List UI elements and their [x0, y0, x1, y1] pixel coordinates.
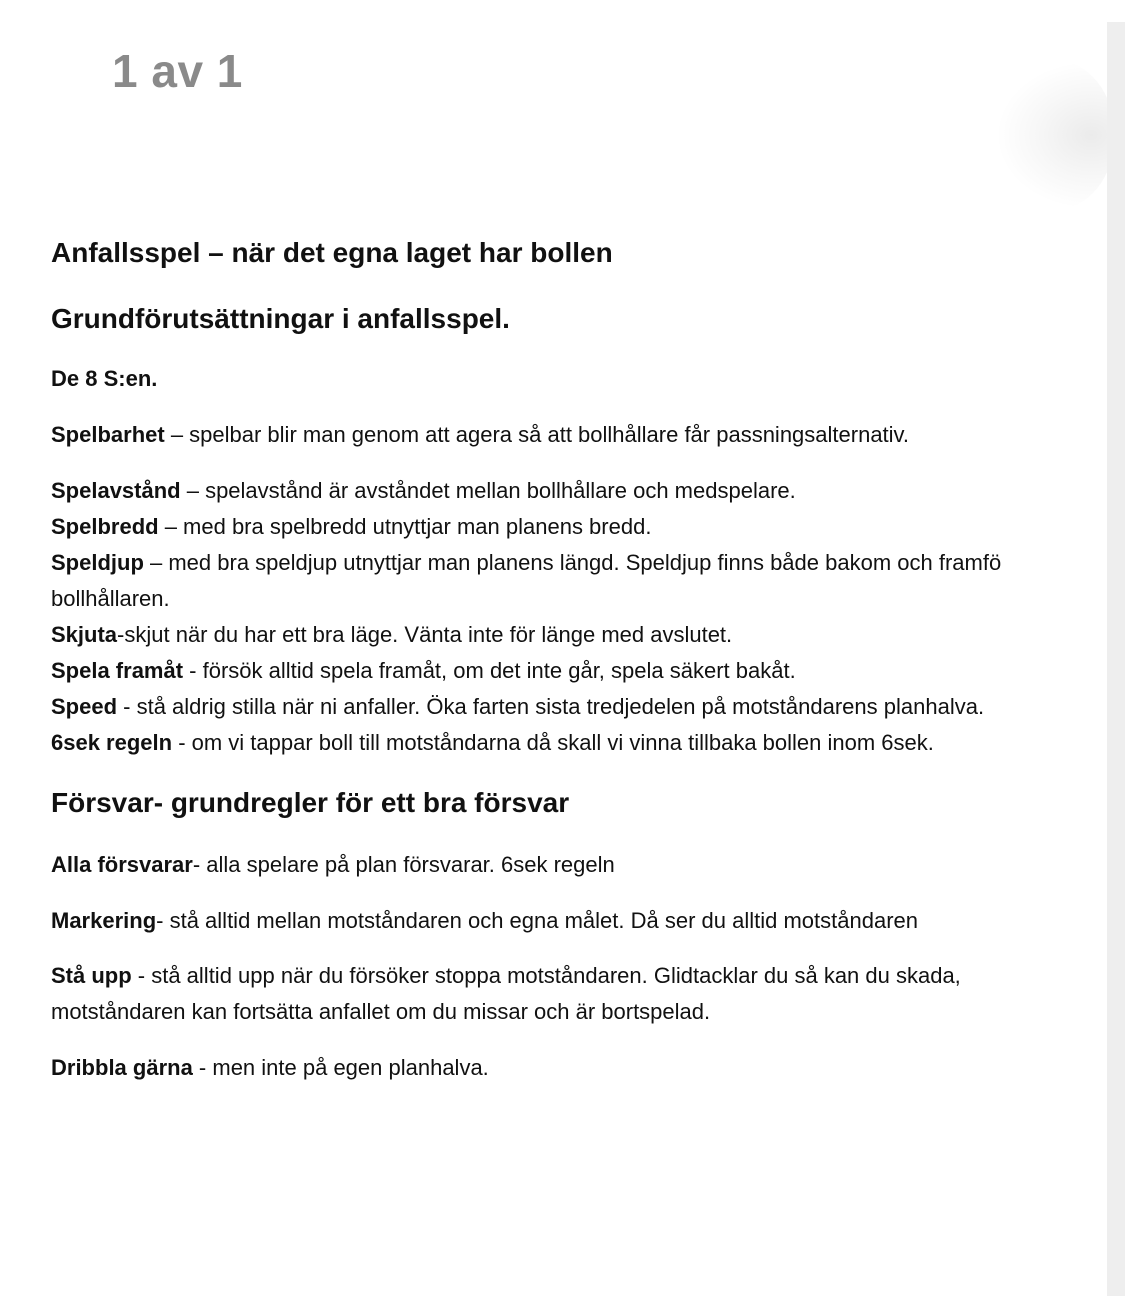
- list-heading: De 8 S:en.: [51, 366, 158, 391]
- rule-term: Dribbla gärna: [51, 1055, 193, 1080]
- rule-line: [51, 908, 918, 934]
- rule-line: [51, 478, 796, 504]
- rule-text: - stå alltid mellan motståndaren och egna målet. Då ser du alltid motståndaren: [156, 908, 919, 933]
- rule-text: – med bra speldjup utnyttjar man planens längd. Speldjup finns både bakom och framfö: [143, 550, 1002, 575]
- rule-line: [51, 730, 934, 756]
- rule-line: [51, 622, 732, 648]
- rule-text: - alla spelare på plan försvarar. 6sek regeln: [192, 852, 615, 877]
- rule-line: [51, 550, 1001, 576]
- rule-line-continuation: bollhållaren.: [51, 586, 170, 611]
- rule-text: - försök alltid spela framåt, om det inte går, spela säkert bakåt.: [183, 658, 796, 683]
- rule-line: [51, 422, 909, 448]
- rule-term: Spelavstånd: [51, 478, 181, 503]
- defense-heading: Försvar- grundregler för ett bra försvar: [51, 787, 570, 818]
- rule-line: [51, 963, 961, 989]
- rule-line: [51, 1055, 489, 1081]
- rule-term: Speed: [51, 694, 118, 719]
- rule-term: Spelbarhet: [51, 422, 165, 447]
- rule-term: Stå upp: [51, 963, 132, 988]
- rule-line: [51, 852, 615, 878]
- rule-text: - stå aldrig stilla när ni anfaller. Öka farten sista tredjedelen på motståndarens planhalva.: [117, 694, 985, 719]
- document-page: [51, 230, 1125, 1110]
- rule-term: Skjuta: [51, 622, 118, 647]
- rule-term: 6sek regeln: [51, 730, 173, 755]
- page-counter: 1 av 1: [112, 45, 243, 97]
- rule-text: - stå alltid upp när du försöker stoppa motståndaren. Glidtacklar du så kan du skada,: [131, 963, 961, 988]
- rule-text: – spelbar blir man genom att agera så att bollhållare får passningsalternativ.: [164, 422, 910, 447]
- document-title: Anfallsspel – när det egna laget har bollen: [51, 237, 613, 268]
- rule-line-continuation: motståndaren kan fortsätta anfallet om du missar och är bortspelad.: [51, 999, 711, 1024]
- rule-line: [51, 514, 651, 540]
- rule-text: – med bra spelbredd utnyttjar man planens bredd.: [158, 514, 652, 539]
- rule-term: Spelbredd: [51, 514, 159, 539]
- rule-line: [51, 694, 984, 720]
- rule-text: – spelavstånd är avståndet mellan bollhållare och medspelare.: [180, 478, 796, 503]
- viewer-edge-shadow: [995, 60, 1115, 210]
- rule-term: Alla försvarar: [51, 852, 193, 877]
- rule-text: - om vi tappar boll till motståndarna då skall vi vinna tillbaka bollen inom 6sek.: [172, 730, 934, 755]
- rule-text: -skjut när du har ett bra läge. Vänta inte för länge med avslutet.: [117, 622, 733, 647]
- document-subtitle: Grundförutsättningar i anfallsspel.: [51, 303, 510, 334]
- rule-term: Speldjup: [51, 550, 144, 575]
- rule-term: Markering: [51, 908, 157, 933]
- rule-term: Spela framåt: [51, 658, 184, 683]
- rule-text: - men inte på egen planhalva.: [192, 1055, 489, 1080]
- rule-line: [51, 658, 796, 684]
